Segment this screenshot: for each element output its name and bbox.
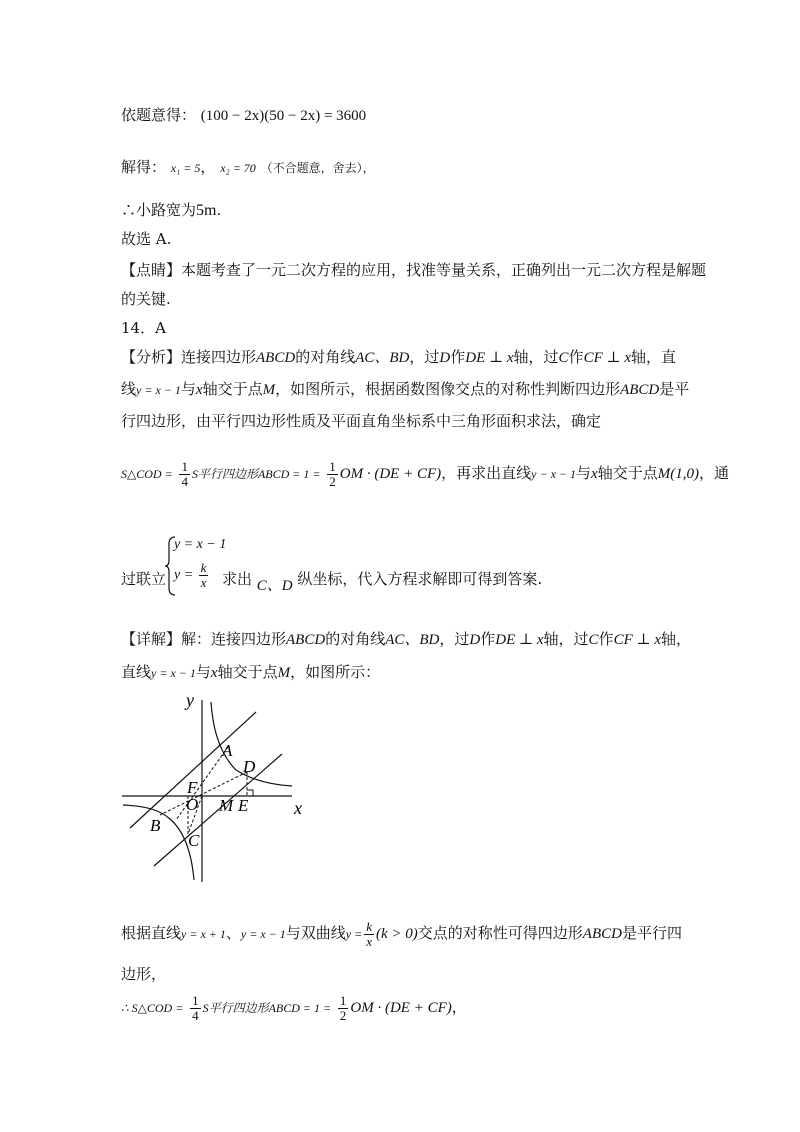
text-segment: 与	[195, 663, 211, 681]
fraction-k-over-x	[364, 920, 374, 949]
math-cd: C、D	[256, 578, 293, 594]
numerator: k	[200, 560, 207, 575]
label-jiede: 解得：	[121, 158, 167, 176]
diagonal-bd	[160, 772, 247, 815]
math-abcd: ABCD	[582, 926, 622, 942]
separator: ，	[200, 158, 216, 176]
math-om-expr: OM · (DE + CF)	[339, 466, 442, 482]
text-segment: 与双曲线	[285, 924, 346, 942]
geometry-figure	[118, 688, 318, 888]
math-line-eq: y = x − 1	[136, 383, 181, 397]
text-line-5	[121, 259, 706, 281]
text-segment: 与	[180, 380, 196, 398]
text-segment: ，	[451, 998, 467, 1016]
text-segment: 直线	[121, 663, 152, 681]
label-a: A	[222, 741, 233, 760]
math-diagonals: AC、BD	[355, 350, 410, 366]
math-m: M	[277, 665, 291, 681]
text-line-16	[121, 963, 166, 985]
text-segment: 与	[576, 464, 592, 482]
math-abcd: ABCD	[256, 350, 296, 366]
text-segment: 是平	[659, 380, 690, 398]
equation-area: (100 − 2x)(50 − 2x) = 3600	[200, 108, 367, 124]
text-line-7	[121, 317, 166, 339]
math-om-expr: OM · (DE + CF)	[350, 1000, 452, 1016]
text-line-12b	[222, 568, 543, 594]
text-segment: 轴，过	[543, 630, 589, 648]
text-line-12	[121, 568, 166, 590]
math-cf-perp: CF ⊥ x	[613, 632, 661, 648]
text-segment: ，如图所示：	[290, 663, 381, 681]
text-line-2	[121, 156, 375, 179]
text-line-9	[121, 378, 689, 401]
denominator: 2	[339, 1007, 347, 1023]
text-segment: 纵坐标，代入方程求解即可得到答案.	[297, 570, 543, 588]
solution-x1: x₁ = 5	[170, 161, 201, 175]
fraction-k-over-x	[199, 561, 209, 590]
math-x: x	[210, 665, 218, 681]
math-abcd: ABCD	[620, 382, 660, 398]
numerator: 1	[329, 458, 336, 474]
math-m: M	[262, 382, 276, 398]
text-line-3	[121, 199, 221, 222]
text-line-1	[121, 104, 366, 127]
numerator: 1	[339, 992, 347, 1008]
text-segment: 是平行四	[621, 924, 682, 942]
text-segment: ，过	[439, 630, 470, 648]
question-number: 14．A	[121, 319, 166, 337]
text-segment: ，如图所示，根据函数图像交点的对称性判断四边形	[275, 380, 621, 398]
line-y-x-minus-1	[154, 754, 282, 866]
conclusion-text: ∴小路宽为	[121, 201, 197, 219]
text-line-4	[121, 228, 171, 250]
denominator: x	[366, 933, 372, 949]
math-d: D	[469, 632, 481, 648]
math-area-cod: ∴ S△COD =	[121, 1001, 184, 1015]
denominator: 2	[329, 473, 336, 489]
text-line-8	[121, 346, 676, 369]
label-f: F	[187, 778, 198, 797]
math-d: D	[439, 350, 451, 366]
math-area-cod: S△COD =	[121, 467, 173, 481]
math-hyperbola-lhs: y =	[345, 927, 363, 941]
label-m: M	[219, 796, 234, 815]
fraction-one-half	[338, 994, 349, 1023]
math-c: C	[588, 632, 599, 648]
dianjing-text-end: 的关键.	[121, 290, 171, 308]
text-segment: 的对角线	[295, 348, 356, 366]
label-x: x	[294, 798, 302, 818]
text-segment: 作	[480, 630, 496, 648]
text-segment: 轴，直	[631, 348, 677, 366]
denominator: x	[200, 575, 207, 590]
text-segment: 作	[568, 348, 584, 366]
math-k-condition: (k > 0)	[375, 926, 418, 942]
math-de-perp: DE ⊥ x	[465, 350, 514, 366]
math-c: C	[558, 350, 569, 366]
xiangjie-label: 【详解】解：连接四边形	[121, 630, 287, 648]
text-segment: ，过	[409, 348, 440, 366]
text-segment: ，通	[698, 464, 729, 482]
text-segment: 边形，	[121, 965, 167, 983]
math-area-parallelogram: S平行四边形ABCD = 1 =	[202, 1001, 332, 1015]
text-segment: 轴，过	[513, 348, 559, 366]
text-line-11	[121, 456, 729, 490]
text-line-10	[121, 410, 601, 432]
label-y: y	[186, 690, 194, 710]
text-segment: ，再求出直线	[441, 464, 532, 482]
math-abcd: ABCD	[286, 632, 326, 648]
text-segment: 的对角线	[325, 630, 386, 648]
solution-x2: x₂ = 70	[220, 161, 256, 175]
math-cf-perp: CF ⊥ x	[583, 350, 631, 366]
fraction-one-half	[327, 460, 338, 489]
system-eq-2	[174, 561, 210, 590]
text-segment: 根据直线	[121, 924, 182, 942]
answer-choice: 故选 A.	[121, 230, 172, 248]
system-eq-1: y = x − 1	[174, 537, 227, 552]
math-diagonals: AC、BD	[385, 632, 440, 648]
math-area-parallelogram: S平行四边形ABCD = 1 =	[191, 467, 321, 481]
path-width-value: 5m	[196, 202, 217, 219]
system-eq-2-lhs: y =	[174, 567, 194, 583]
text-line-15	[121, 916, 682, 950]
math-line-eq-1: y = x + 1	[181, 927, 226, 941]
text-segment: 作	[450, 348, 466, 366]
label-yitiyi: 依题意得：	[121, 106, 197, 124]
label-c: C	[188, 831, 200, 850]
text-segment: 行四边形，由平行四边形性质及平面直角坐标系中三角形面积求法，确定	[121, 412, 602, 430]
text-segment: 轴交于点	[202, 380, 263, 398]
text-segment: 轴交于点	[597, 464, 658, 482]
label-o: O	[186, 795, 199, 814]
rejected-note: （不合题意，舍去），	[260, 161, 375, 175]
text-line-6	[121, 288, 171, 310]
math-x: x	[591, 466, 598, 482]
denominator: 4	[181, 473, 188, 489]
numerator: 1	[192, 992, 199, 1008]
fraction-one-quarter	[190, 994, 201, 1023]
numerator: k	[366, 918, 372, 934]
dianjing-text: 【点睛】本题考查了一元二次方程的应用，找准等量关系，正确列出一元二次方程是解题	[121, 261, 707, 279]
math-line-eq: y − x − 1	[531, 467, 576, 481]
math-line-eq: y = x − 1	[151, 666, 196, 680]
text-segment: 、	[225, 924, 241, 942]
text-line-13	[121, 628, 691, 651]
text-segment: 求出	[222, 570, 253, 588]
text-segment: 交点的对称性可得四边形	[417, 924, 583, 942]
text-segment: 轴，	[661, 630, 692, 648]
text-segment: 作	[598, 630, 614, 648]
label-e: E	[238, 796, 249, 815]
math-line-eq-2: y = x − 1	[240, 927, 286, 941]
numerator: 1	[181, 458, 188, 474]
text-line-14	[121, 661, 380, 684]
fenxi-label: 【分析】连接四边形	[121, 348, 257, 366]
period: .	[216, 201, 222, 219]
label-b: B	[150, 816, 161, 835]
math-point-m: M(1,0)	[657, 466, 699, 482]
text-segment: 轴交于点	[217, 663, 278, 681]
fraction-one-quarter	[179, 460, 190, 489]
text-line-17	[121, 990, 467, 1024]
text-segment: 线	[121, 380, 137, 398]
math-x: x	[195, 382, 203, 398]
text-segment: 过联立	[121, 570, 167, 588]
denominator: 4	[192, 1007, 199, 1023]
label-d: D	[243, 757, 256, 776]
math-de-perp: DE ⊥ x	[495, 632, 544, 648]
